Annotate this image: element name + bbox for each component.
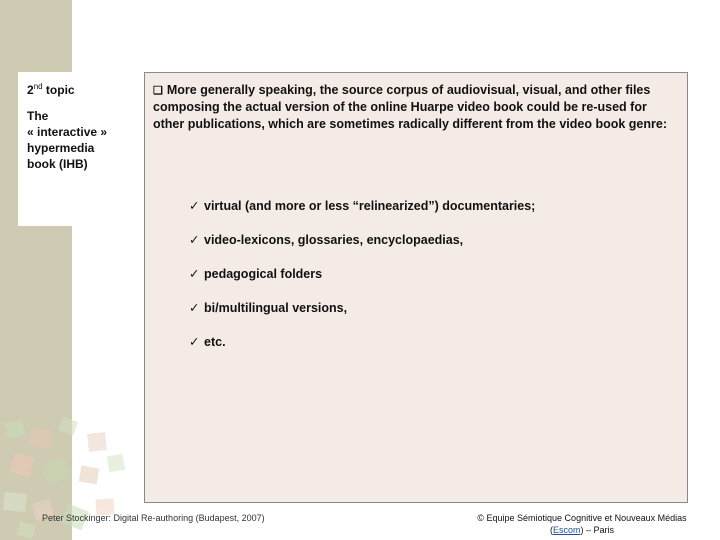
deco-square — [79, 466, 100, 485]
checkmark-icon: ✓ — [189, 335, 200, 349]
copyright-location: (Escom) – Paris — [549, 525, 615, 535]
checkmark-icon: ✓ — [189, 233, 200, 247]
deco-square — [58, 417, 78, 436]
deco-square — [41, 458, 70, 484]
topic-subtitle-line: « interactive » — [27, 125, 108, 139]
checkmark-icon: ✓ — [189, 199, 200, 213]
topic-label: 2nd topic — [27, 82, 75, 97]
list-item-text: etc. — [204, 335, 226, 349]
list-item-text: video-lexicons, glossaries, encyclopaedias, — [204, 233, 464, 247]
intro-text: More generally speaking, the source corpus of audiovisual, visual, and other files composing the actual version of the online Huarpe video book could be re-used for other publications, which are sometimes radically different from the video book genre: — [153, 83, 667, 131]
intro-paragraph — [153, 82, 673, 133]
topic-subtitle-line: The — [27, 109, 49, 123]
list-item — [189, 334, 535, 368]
deco-square — [107, 454, 126, 473]
topic-subtitle — [27, 108, 131, 172]
copyright-line: © Equipe Sémiotique Cognitive et Nouveaux Médias — [477, 513, 687, 523]
footer-author: Peter Stockinger: Digital Re-authoring (Budapest, 2007) — [42, 513, 265, 523]
list-item — [189, 266, 535, 300]
deco-square — [3, 492, 27, 512]
deco-square — [10, 453, 34, 477]
topic-subtitle-line: hypermedia — [27, 141, 95, 155]
list-item — [189, 232, 535, 266]
deco-square — [87, 432, 107, 452]
checkmark-icon: ✓ — [189, 301, 200, 315]
escom-link[interactable]: Escom — [552, 525, 581, 535]
list-item — [189, 198, 535, 232]
topic-subtitle-line: book (IHB) — [27, 157, 88, 171]
deco-square — [29, 428, 53, 449]
checklist — [189, 198, 535, 368]
deco-square — [16, 521, 35, 539]
square-bullet-icon: ❏ — [153, 84, 163, 97]
footer-copyright — [444, 512, 720, 536]
list-item-text: virtual (and more or less “relinearized”) documentaries; — [204, 199, 536, 213]
list-item-text: pedagogical folders — [204, 267, 323, 281]
deco-square — [5, 419, 26, 438]
list-item — [189, 300, 535, 334]
checkmark-icon: ✓ — [189, 267, 200, 281]
list-item-text: bi/multilingual versions, — [204, 301, 348, 315]
